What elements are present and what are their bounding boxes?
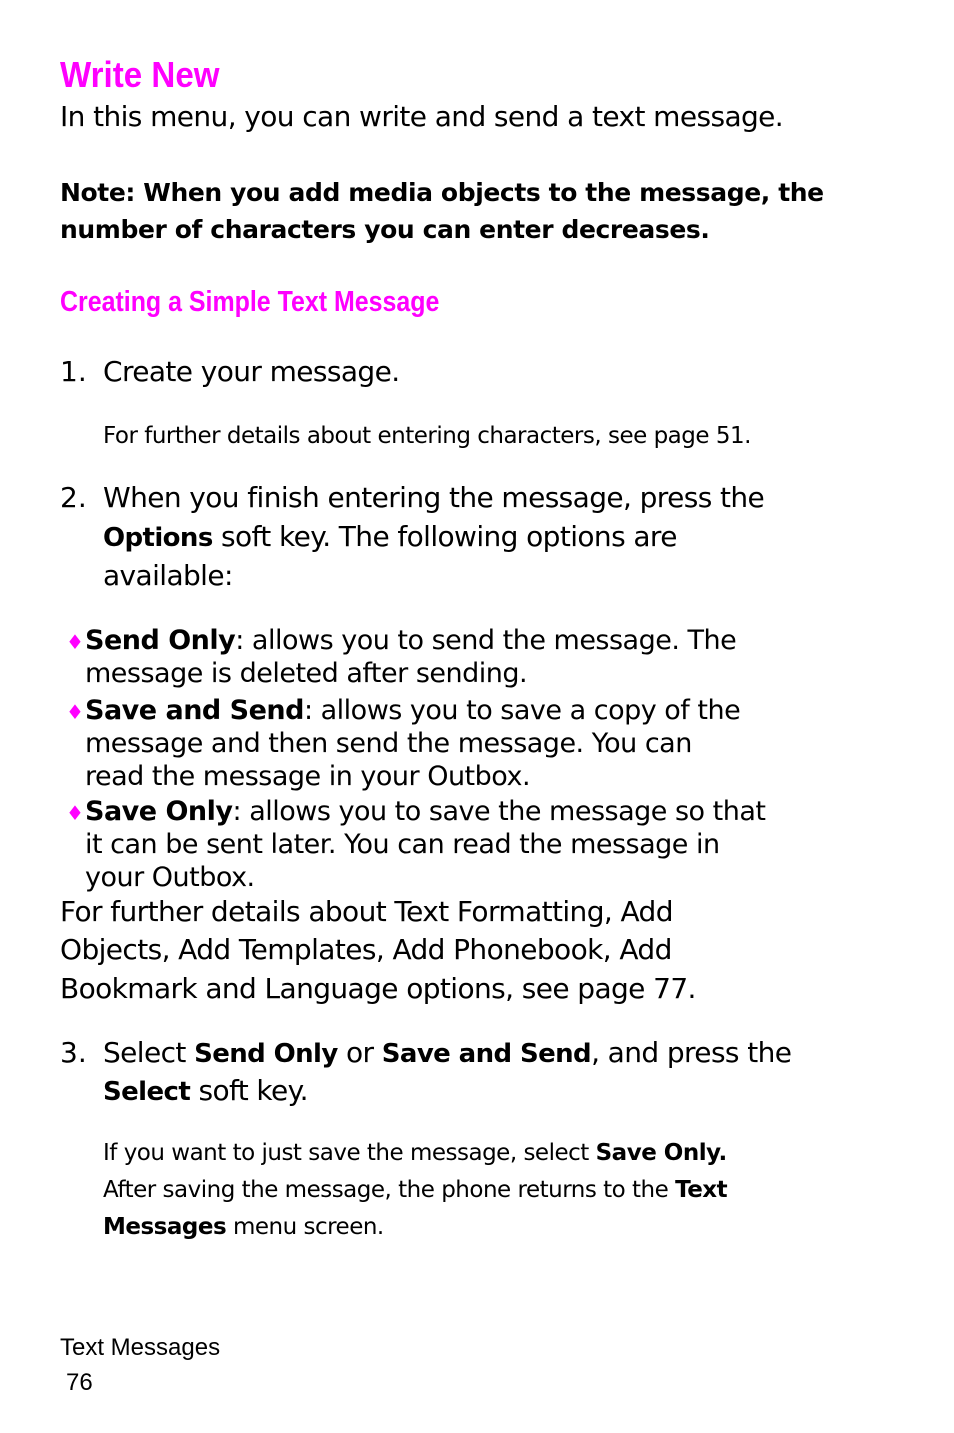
intro-text: In this menu, you can write and send a text message. xyxy=(60,100,784,133)
save-and-send-key: Save and Send xyxy=(381,1039,592,1069)
step-1-text: Create your message. xyxy=(103,355,400,388)
page-number: 76 xyxy=(66,1369,93,1396)
step-3-detail-3: Messages menu screen. xyxy=(103,1214,384,1240)
option-send-only: ♦ Send Only: allows you to send the message. The message is deleted after sending. xyxy=(66,625,737,689)
send-only-key: Send Only xyxy=(194,1039,338,1069)
step-2-number: 2. xyxy=(60,481,87,514)
section-heading: Creating a Simple Text Message xyxy=(60,286,440,318)
step-2-line-3: available: xyxy=(103,559,233,592)
option-term: Save and Send xyxy=(85,695,304,726)
option-term: Save Only xyxy=(85,796,233,827)
messages-key: Messages xyxy=(103,1214,227,1240)
further-line-2: Objects, Add Templates, Add Phonebook, Add xyxy=(60,933,672,966)
diamond-bullet-icon: ♦ xyxy=(66,700,84,724)
note-line-1: Note: When you add media objects to the message, the xyxy=(60,178,824,207)
save-only-key: Save Only. xyxy=(595,1140,727,1166)
step-3-detail-2: After saving the message, the phone returns to the Text xyxy=(103,1177,728,1203)
options-key: Options xyxy=(103,523,213,553)
further-line-3: Bookmark and Language options, see page 77. xyxy=(60,972,696,1005)
option-term: Send Only xyxy=(85,625,236,656)
page-title: Write New xyxy=(60,54,220,95)
diamond-bullet-icon: ♦ xyxy=(66,801,84,825)
footer-section: Text Messages xyxy=(60,1334,221,1361)
step-1-detail: For further details about entering characters, see page 51. xyxy=(103,423,751,449)
step-1-number: 1. xyxy=(60,355,87,388)
step-3-number: 3. xyxy=(60,1036,87,1069)
step-3-line-1: Select Send Only or Save and Send, and press the xyxy=(103,1036,792,1069)
note-line-2: number of characters you can enter decreases. xyxy=(60,215,710,244)
select-key: Select xyxy=(103,1077,191,1107)
step-3-detail-1: If you want to just save the message, select Save Only. xyxy=(103,1140,727,1166)
step-2-line-1: When you finish entering the message, press the xyxy=(103,481,765,514)
option-save-and-send: ♦ Save and Send: allows you to save a copy of the message and then send the message. You can read the message in your Outbox. xyxy=(66,695,741,792)
option-save-only: ♦ Save Only: allows you to save the message so that it can be sent later. You can read the message in your Outbox. xyxy=(66,796,766,893)
text-key: Text xyxy=(675,1177,728,1203)
step-3-line-2: Select soft key. xyxy=(103,1074,308,1107)
diamond-bullet-icon: ♦ xyxy=(66,630,84,654)
further-line-1: For further details about Text Formatting, Add xyxy=(60,895,673,928)
step-2-line-2: Options soft key. The following options are xyxy=(103,520,677,553)
